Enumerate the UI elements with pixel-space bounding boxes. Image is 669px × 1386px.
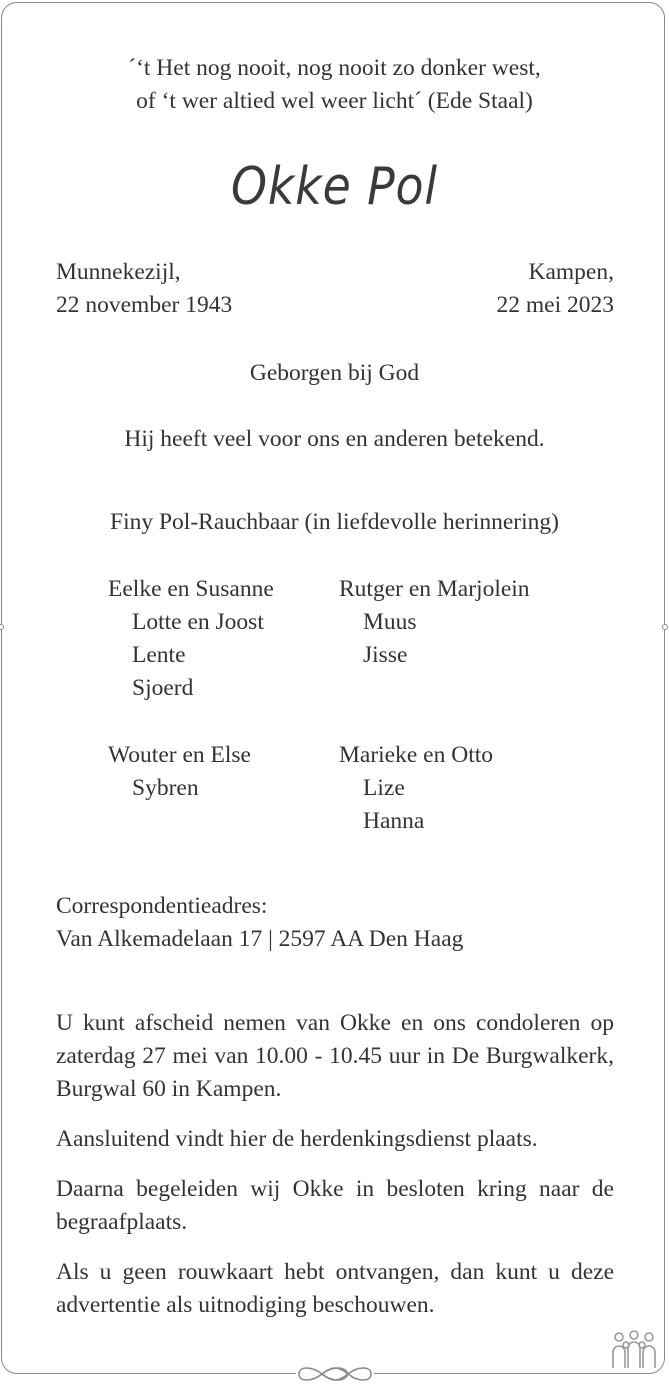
family-parents: Wouter en Else [108,742,251,768]
family-logo-icon [610,1330,658,1370]
border-notch-right [662,624,668,630]
infinity-knot-icon [296,1362,374,1386]
death-date: 22 mei 2023 [496,292,614,318]
phrase-geborgen: Geborgen bij God [249,360,420,386]
family-child: Lize [363,775,405,801]
phrase-betekend: Hij heeft veel voor ons en anderen betekend. [124,426,545,452]
quote-line-2: of ‘t wer altied wel weer licht´ (Ede Staal) [136,88,533,114]
family-child: Jisse [363,642,408,668]
family-child: Muus [363,609,417,635]
correspondence-label: Correspondentieadres: [56,893,268,919]
family-child: Lente [132,642,186,668]
family-parents: Marieke en Otto [339,742,494,768]
birth-place: Munnekezijl, [56,259,181,285]
invitation-paragraph: Als u geen rouwkaart hebt ontvangen, dan kunt u deze advertentie als uitnodiging beschouwen. [56,1259,614,1318]
burial-paragraph: Daarna begeleiden wij Okke in besloten kring naar de begraafplaats. [56,1176,614,1235]
death-place: Kampen, [528,259,614,285]
correspondence-address: Van Alkemadelaan 17 | 2597 AA Den Haag [56,926,464,952]
quote-line-1: ´‘t Het nog nooit, nog nooit zo donker west, [128,55,541,81]
family-parents: Rutger en Marjolein [339,576,530,602]
farewell-paragraph: U kunt afscheid nemen van Okke en ons condoleren op zaterdag 27 mei van 10.00 - 10.45 uur in De Burgwalkerk, Burgwal 60 in Kampen. [56,1010,614,1102]
family-child: Sybren [132,775,199,801]
family-parents: Eelke en Susanne [108,576,274,602]
family-child: Sjoerd [132,675,194,701]
family-child: Hanna [363,808,425,834]
service-paragraph: Aansluitend vindt hier de herdenkingsdienst plaats. [56,1126,538,1152]
spouse-line: Finy Pol-Rauchbaar (in liefdevolle herinnering) [110,509,559,535]
birth-date: 22 november 1943 [56,292,233,318]
family-child: Lotte en Joost [132,609,264,635]
deceased-name: Okke Pol [230,157,439,217]
